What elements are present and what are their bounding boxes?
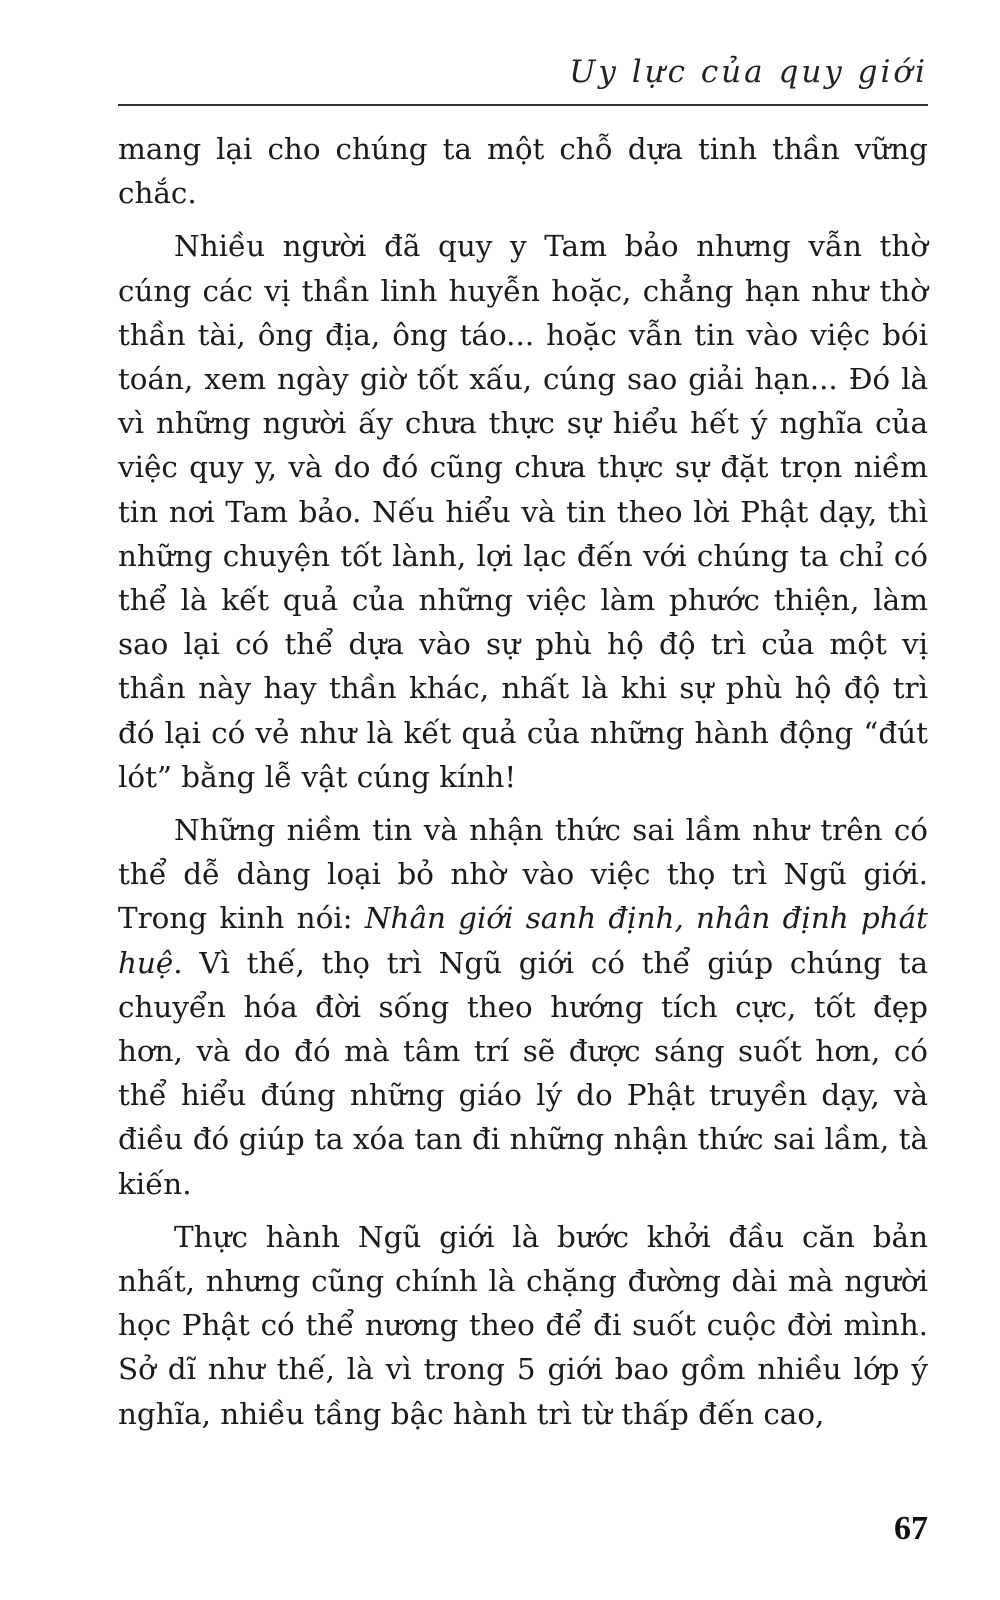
chapter-title: Uy lực của quy giới: [569, 54, 928, 90]
paragraph: Thực hành Ngũ giới là bước khởi đầu căn bản nhất, nhưng cũng chính là chặng đường dài mà người học Phật có thể nương theo để đi suốt cuộc đời mình. Sở dĩ như thế, là vì trong 5 giới bao gồm nhiều lớp ý nghĩa, nhiều tầng bậc hành trì từ thấp đến cao,: [118, 1219, 928, 1431]
scripture-quote: Nhân giới sanh định, nhân định phát huệ: [118, 901, 928, 980]
paragraph-with-quote: [118, 808, 928, 1206]
paragraph-text-after-quote: . Vì thế, thọ trì Ngũ giới có thể giúp chúng ta chuyển hóa đời sống theo hướng tích cực, tốt đẹp hơn, và do đó mà tâm trí sẽ được sáng suốt hơn, có thể hiểu đúng những giáo lý do Phật truyền dạy, và điều đó giúp ta xóa tan đi những nhận thức sai lầm, tà kiến.: [118, 945, 928, 1201]
running-header: [118, 46, 928, 106]
paragraph: Nhiều người đã quy y Tam bảo nhưng vẫn thờ cúng các vị thần linh huyễn hoặc, chẳng hạn như thờ thần tài, ông địa, ông táo... hoặc vẫn tin vào việc bói toán, xem ngày giờ tốt xấu, cúng sao giải hạn... Đó là vì những người ấy chưa thực sự hiểu hết ý nghĩa của việc quy y, và do đó cũng chưa thực sự đặt trọn niềm tin nơi Tam bảo. Nếu hiểu và tin theo lời Phật dạy, thì những chuyện tốt lành, lợi lạc đến với chúng ta chỉ có thể là kết quả của những việc làm phước thiện, làm sao lại có thể dựa vào sự phù hộ độ trì của một vị thần này hay thần khác, nhất là khi sự phù hộ độ trì đó lại có vẻ như là kết quả của những hành động “đút lót” bằng lễ vật cúng kính!: [118, 229, 928, 794]
paragraph-text-before-quote: Những niềm tin và nhận thức sai lầm như trên có thể dễ dàng loại bỏ nhờ vào việc thọ trì Ngũ giới. Trong kinh nói:: [118, 813, 928, 936]
page-number: 67: [894, 1510, 928, 1547]
paragraph-continued: mang lại cho chúng ta một chỗ dựa tinh thần vững chắc.: [118, 132, 928, 211]
body-text: [118, 127, 928, 1445]
